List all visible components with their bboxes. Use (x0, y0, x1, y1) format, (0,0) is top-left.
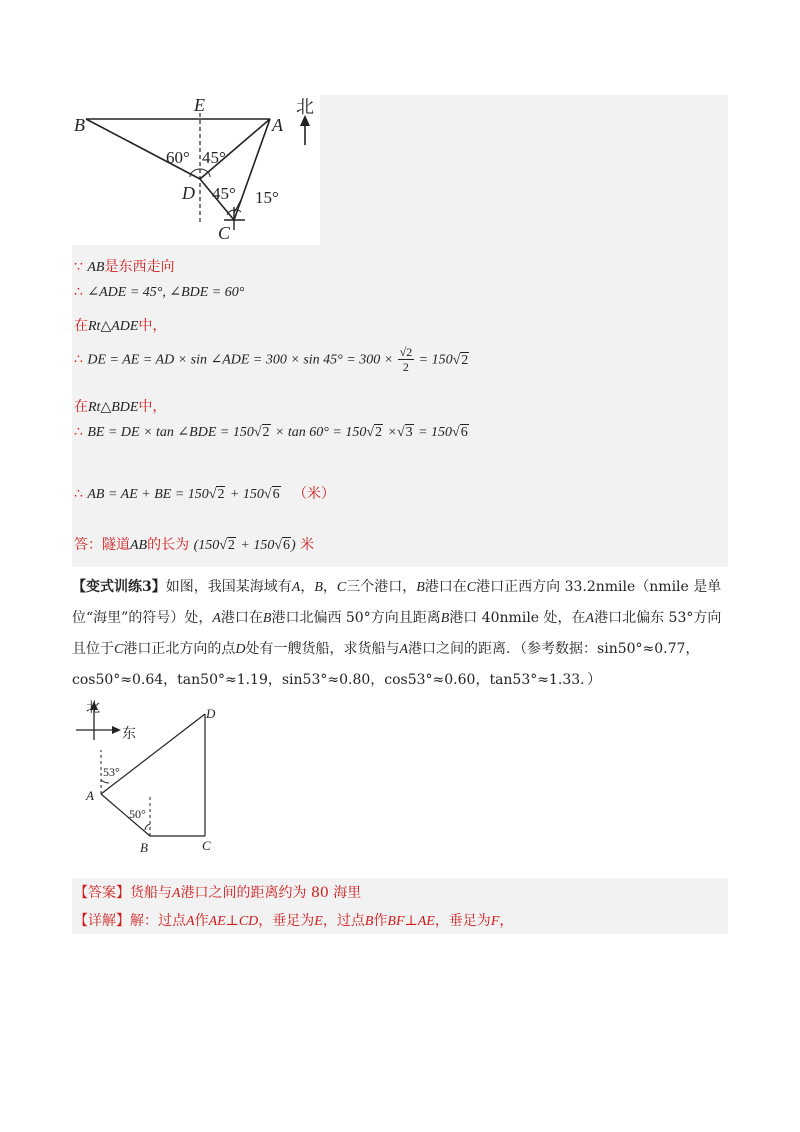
compass-east: 东 (122, 727, 136, 742)
label-C: C (218, 223, 231, 243)
solution-line-5: 在Rt△BDE中， (74, 399, 167, 415)
figure-tunnel-diagram (72, 95, 320, 245)
answer-line: 【答案】货船与A港口之间的距离约为 80 海里 (74, 885, 362, 901)
problem-tag: 【变式训练3】 (72, 579, 166, 595)
angle-45-top: 45° (202, 148, 226, 167)
problem-paragraph: 【变式训练3】如图，我国某海域有A，B，C三个港口，B港口在C港口正西方向 33.2nmile（nmile 是单位“海里”的符号）处，A港口在B港口北偏西 50°方向且距离B港口 40nmile 处，在A港口北偏东 53°方向且位于C港口正北方向的点D处有一艘货船，求货船与A港口之间的距离．（参考数据：sin50°≈0.77，cos50°≈0.64，tan50°≈1.19，sin53°≈0.80，cos53°≈0.60，tan53°≈1.33．） (72, 579, 722, 688)
detail-line: 【详解】解：过点A作AE⊥CD，垂足为E，过点B作BF⊥AE，垂足为F， (74, 913, 514, 929)
label-A: A (86, 788, 94, 803)
solution-line-1: ∵ AB是东西走向 (74, 259, 175, 275)
solution-line-4: ∴ DE = AE = AD × sin ∠ADE = 300 × sin 45° = 300 × $\frac{√2}{2}$ = 150√2 (74, 345, 469, 374)
solution-line-3: 在Rt△ADE中， (74, 318, 167, 334)
solution-shade (320, 95, 728, 245)
compass-north: 北 (86, 701, 100, 716)
angle-45-bottom: 45° (212, 184, 236, 203)
label-D: D (182, 183, 195, 203)
label-C: C (202, 838, 211, 853)
angle-60: 60° (166, 148, 190, 167)
solution-line-7: ∴ AB = AE + BE = 150√2 + 150√6 （米） (74, 486, 336, 502)
label-A: A (272, 115, 283, 135)
label-E: E (194, 95, 205, 115)
solution-line-6: ∴ BE = DE × tan ∠BDE = 150√2 × tan 60° = 150√2 ×√3 = 150√6 (74, 424, 468, 440)
label-B: B (74, 115, 85, 135)
detail-tag: 【详解】 (74, 913, 130, 929)
angle-53: 53° (103, 765, 120, 779)
label-north: 北 (296, 97, 314, 117)
angle-15: 15° (255, 188, 279, 207)
figure-harbor-diagram (72, 698, 242, 858)
label-D: D (206, 706, 216, 721)
label-B: B (140, 840, 148, 855)
solution-line-2: ∴ ∠ADE = 45°, ∠BDE = 60° (74, 284, 245, 300)
solution-answer-line: 答：隧道AB的长为 (150√2 + 150√6) 米 (74, 537, 315, 553)
segment-AD (101, 714, 205, 794)
angle-50: 50° (129, 807, 146, 821)
answer-tag: 【答案】 (74, 885, 130, 901)
